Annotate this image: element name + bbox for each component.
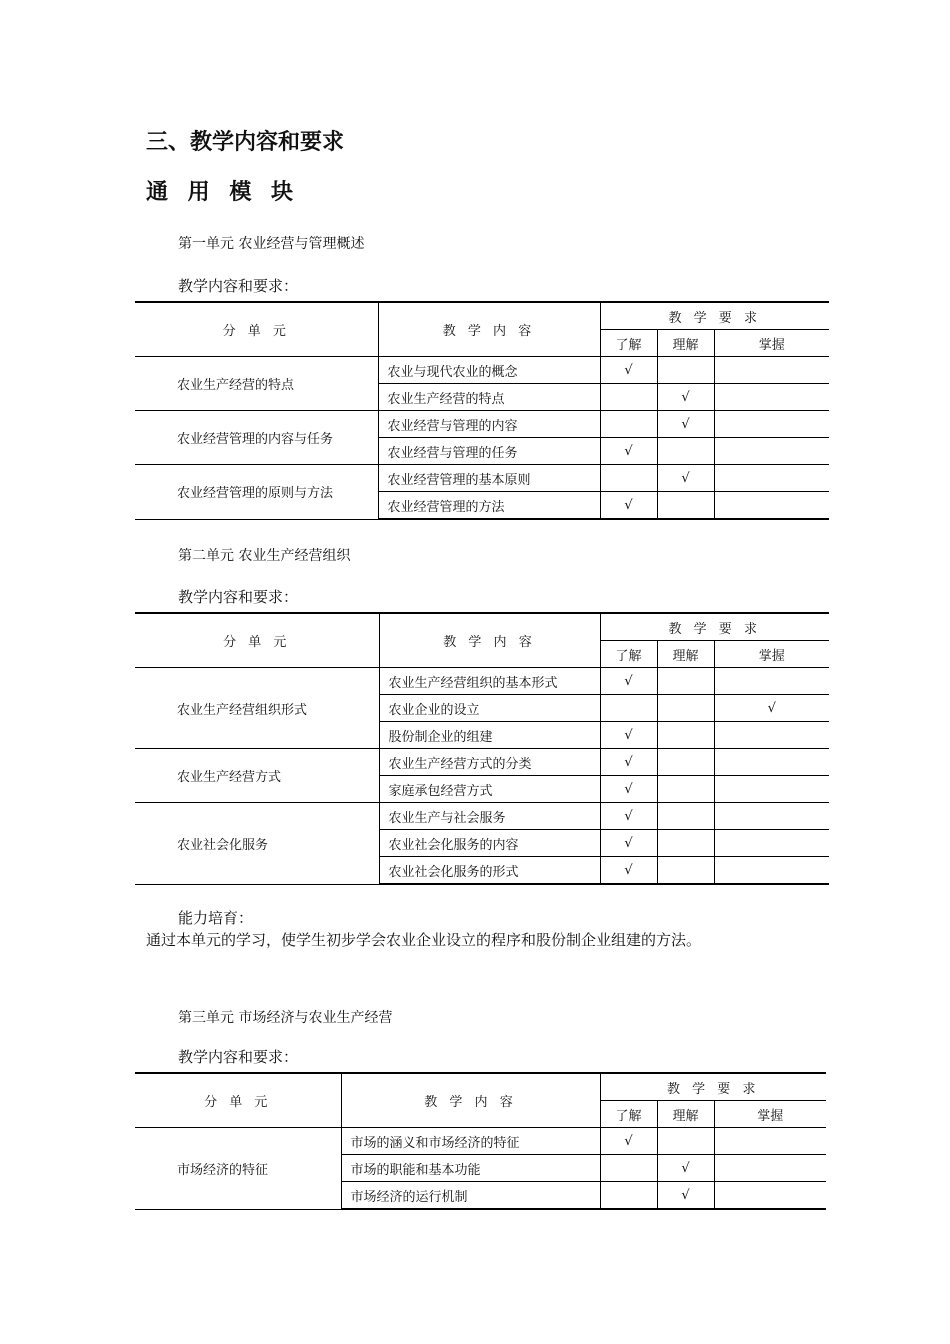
check-cell [600,1155,657,1182]
table-row [135,668,829,695]
content-cell: 家庭承包经营方式 [379,776,600,803]
check-cell [714,776,829,803]
content-cell: 农业社会化服务的形式 [379,857,600,885]
section-title: 三、教学内容和要求 [146,130,345,155]
content-cell: 农业经营与管理的任务 [378,438,600,465]
check-cell [657,695,714,722]
header-requirements: 教 学 要 求 [600,1073,826,1101]
header-unit: 分 单 元 [135,1073,341,1128]
header-requirements: 教 学 要 求 [600,302,829,330]
unit-3-title: 第三单元 市场经济与农业生产经营 [178,1010,393,1026]
ability-label: 能力培育： [178,909,254,927]
content-cell: 农业生产经营方式的分类 [379,749,600,776]
header-comprehend: 理解 [657,1101,714,1128]
check-cell [714,830,829,857]
content-cell: 农业经营与管理的内容 [378,411,600,438]
check-cell [657,803,714,830]
header-master: 掌握 [714,1101,826,1128]
check-cell [657,1128,714,1155]
unit-name-cell: 市场经济的特征 [135,1128,341,1210]
check-cell [714,384,829,411]
table-header-row [135,613,829,641]
check-cell [600,1182,657,1210]
check-cell [714,722,829,749]
check-cell: √ [600,357,657,384]
unit-1-subtitle: 教学内容和要求： [178,277,299,295]
check-cell [600,695,657,722]
check-cell: √ [600,749,657,776]
check-cell [714,1128,826,1155]
check-cell: √ [600,1128,657,1155]
table-row [135,749,829,776]
check-cell [714,668,829,695]
unit-2-subtitle: 教学内容和要求： [178,588,299,606]
table-header-row [135,1073,826,1101]
content-cell: 农业生产经营组织的基本形式 [379,668,600,695]
header-unit: 分 单 元 [135,613,379,668]
unit-2-table [135,612,829,885]
content-cell: 股份制企业的组建 [379,722,600,749]
header-comprehend: 理解 [657,641,714,668]
check-cell [714,1155,826,1182]
check-cell [657,749,714,776]
check-cell [714,357,829,384]
check-cell [657,776,714,803]
content-cell: 市场的涵义和市场经济的特征 [341,1128,600,1155]
unit-name-cell: 农业社会化服务 [135,803,379,885]
header-unit: 分 单 元 [135,302,378,357]
header-comprehend: 理解 [657,330,714,357]
module-title: 通 用 模 块 [146,180,299,205]
content-cell: 农业生产经营的特点 [378,384,600,411]
table-row [135,465,829,492]
unit-2-title: 第二单元 农业生产经营组织 [178,548,351,564]
check-cell: √ [657,1182,714,1210]
ability-text: 通过本单元的学习，使学生初步学会农业企业设立的程序和股份制企业组建的方法。 [146,931,702,949]
content-cell: 农业与现代农业的概念 [378,357,600,384]
unit-1-table [135,301,829,520]
content-cell: 农业社会化服务的内容 [379,830,600,857]
header-content: 教 学 内 容 [379,613,600,668]
check-cell [600,411,657,438]
table-row [135,1128,826,1155]
check-cell [657,668,714,695]
unit-1-title: 第一单元 农业经营与管理概述 [178,236,365,252]
unit-3-table [135,1072,826,1210]
header-understand: 了解 [600,1101,657,1128]
check-cell [600,384,657,411]
check-cell [714,749,829,776]
check-cell [657,722,714,749]
table-row [135,357,829,384]
check-cell [714,857,829,885]
check-cell: √ [600,492,657,520]
content-cell: 市场经济的运行机制 [341,1182,600,1210]
content-cell: 农业企业的设立 [379,695,600,722]
content-cell: 农业生产与社会服务 [379,803,600,830]
header-content: 教 学 内 容 [378,302,600,357]
check-cell [714,438,829,465]
check-cell: √ [657,384,714,411]
table-row [135,411,829,438]
check-cell: √ [657,1155,714,1182]
check-cell [714,465,829,492]
header-master: 掌握 [714,641,829,668]
check-cell: √ [600,438,657,465]
header-understand: 了解 [600,641,657,668]
check-cell [714,803,829,830]
unit-name-cell: 农业经营管理的内容与任务 [135,411,378,465]
table-row [135,803,829,830]
table-header-row [135,302,829,330]
check-cell [714,411,829,438]
check-cell [714,492,829,520]
header-master: 掌握 [714,330,829,357]
unit-name-cell: 农业生产经营的特点 [135,357,378,411]
check-cell [600,465,657,492]
check-cell [657,492,714,520]
unit-name-cell: 农业生产经营组织形式 [135,668,379,749]
check-cell [657,857,714,885]
header-understand: 了解 [600,330,657,357]
check-cell: √ [657,411,714,438]
content-cell: 农业经营管理的方法 [378,492,600,520]
check-cell: √ [714,695,829,722]
check-cell: √ [600,776,657,803]
check-cell [714,1182,826,1210]
check-cell: √ [600,668,657,695]
header-content: 教 学 内 容 [341,1073,600,1128]
unit-name-cell: 农业经营管理的原则与方法 [135,465,378,520]
check-cell [657,830,714,857]
check-cell: √ [600,803,657,830]
check-cell: √ [657,465,714,492]
content-cell: 农业经营管理的基本原则 [378,465,600,492]
header-requirements: 教 学 要 求 [600,613,829,641]
unit-3-subtitle: 教学内容和要求： [178,1048,299,1066]
unit-name-cell: 农业生产经营方式 [135,749,379,803]
check-cell [657,438,714,465]
check-cell [657,357,714,384]
check-cell: √ [600,722,657,749]
check-cell: √ [600,830,657,857]
check-cell: √ [600,857,657,885]
content-cell: 市场的职能和基本功能 [341,1155,600,1182]
